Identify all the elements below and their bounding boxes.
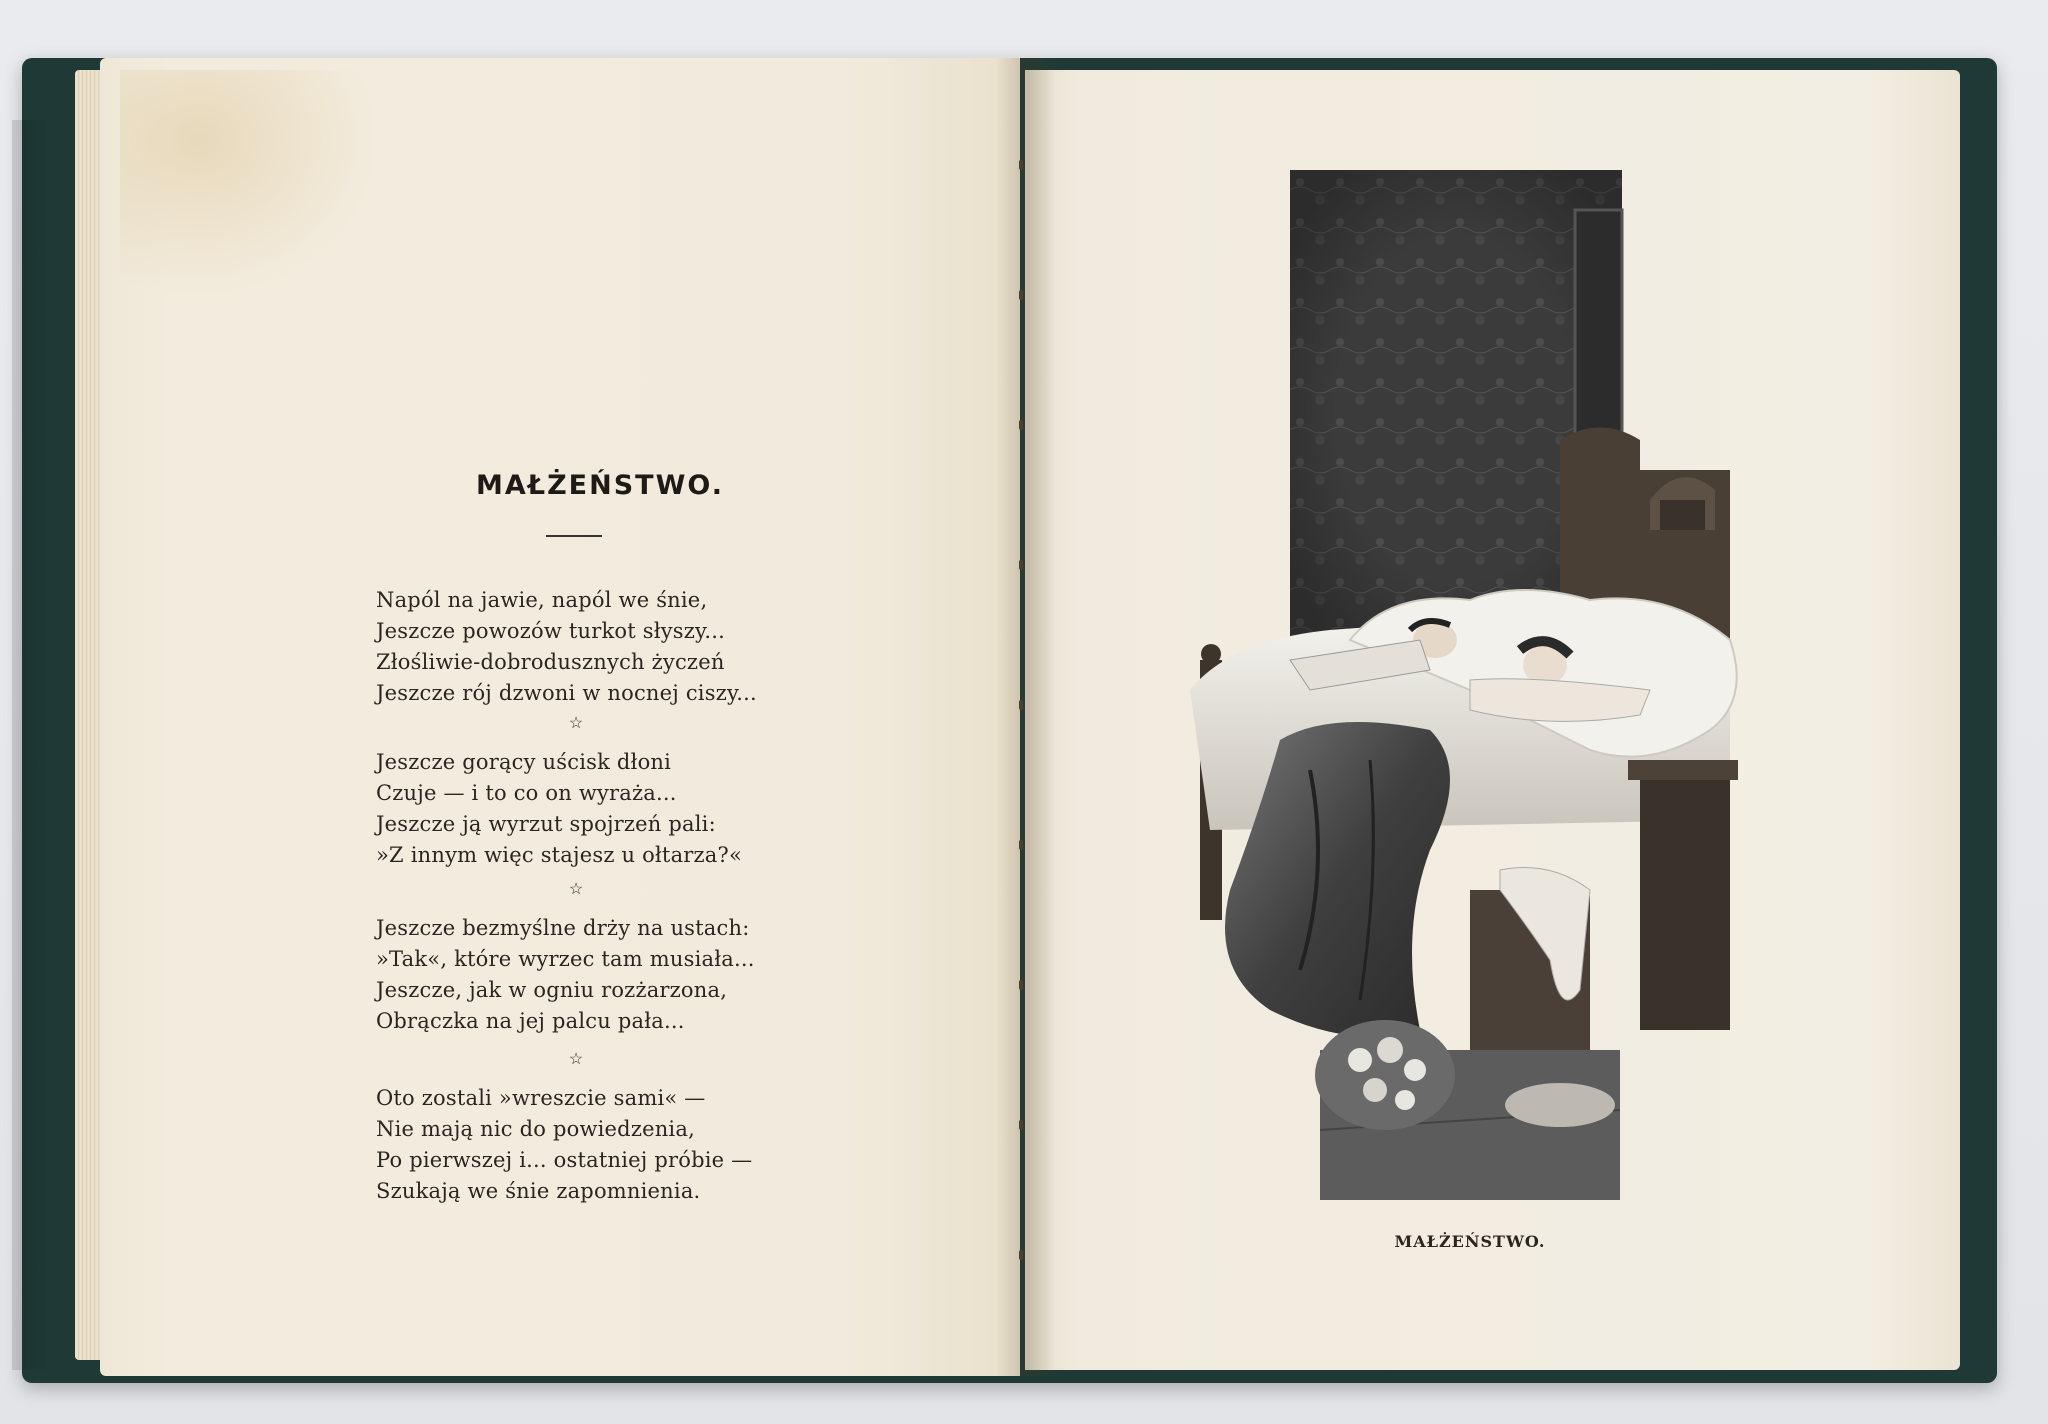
verse-line: Złośliwie-dobrodusznych życzeń [376, 650, 725, 674]
verse-line: Jeszcze, jak w ogniu rozżarzona, [376, 978, 728, 1002]
verse-line: Jeszcze ją wyrzut spojrzeń pali: [376, 812, 716, 836]
verse-line: Jeszcze gorący uścisk dłoni [376, 750, 672, 774]
star-separator: ☆ [568, 879, 584, 898]
binding-stitch [1019, 290, 1023, 300]
star-separator: ☆ [568, 713, 584, 732]
binding-stitch [1019, 420, 1023, 430]
engraving-illustration [1170, 170, 1810, 1210]
illustration-caption: MAŁŻEŃSTWO. [1394, 1232, 1546, 1251]
stanza-1 [376, 585, 757, 709]
paper-stain [120, 70, 380, 300]
poem-title: MAŁŻEŃSTWO. [476, 470, 724, 501]
binding-stitch [1019, 1250, 1023, 1260]
binding-stitch [1019, 700, 1023, 710]
binding-stitch [1019, 160, 1023, 170]
binding-stitch [1019, 980, 1023, 990]
stanza-2 [376, 747, 742, 871]
binding-stitch [1019, 560, 1023, 570]
cover-shadow [12, 120, 52, 1370]
verse-line: Nie mają nic do powiedzenia, [376, 1117, 695, 1141]
binding-stitch [1019, 1120, 1023, 1130]
verse-line: Oto zostali »wreszcie sami« — [376, 1086, 706, 1110]
verse-line: »Tak«, które wyrzec tam musiała... [376, 947, 755, 971]
verse-line: Jeszcze powozów turkot słyszy... [376, 619, 725, 643]
star-separator: ☆ [568, 1049, 584, 1068]
verse-line: Czuje — i to co on wyraża... [376, 781, 677, 805]
stanza-3 [376, 913, 755, 1037]
verse-line: Jeszcze rój dzwoni w nocnej ciszy... [376, 681, 757, 705]
verse-line: Obrączka na jej palcu pała... [376, 1009, 685, 1033]
title-divider [546, 535, 602, 537]
book-gutter [995, 58, 1055, 1376]
binding-stitch [1019, 840, 1023, 850]
verse-line: Jeszcze bezmyślne drży na ustach: [376, 916, 750, 940]
verse-line: Napól na jawie, napól we śnie, [376, 588, 708, 612]
verse-line: Po pierwszej i... ostatniej próbie — [376, 1148, 753, 1172]
verse-line: »Z innym więc stajesz u ołtarza?« [376, 843, 743, 867]
verse-line: Szukają we śnie zapomnienia. [376, 1179, 701, 1203]
stanza-4 [376, 1083, 752, 1207]
